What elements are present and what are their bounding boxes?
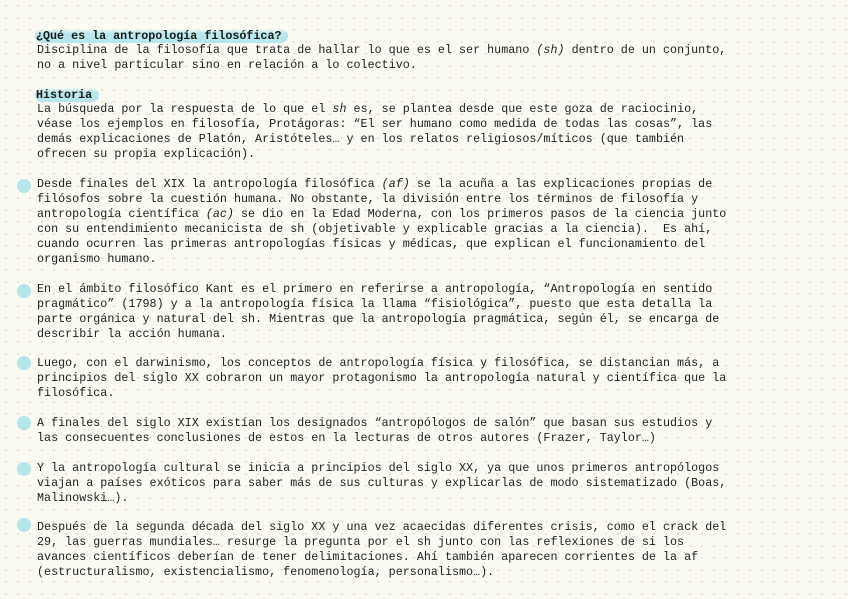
bullet-line: Desde finales del XIX la antropología filosófica (af) se la acuña a las explicaciones propias de bbox=[37, 177, 713, 191]
bullet-line: principios del siglo XX cobraron un mayor protagonismo la antropología natural y científica que la bbox=[37, 371, 727, 385]
bullet-line: cuando ocurren las primeras antropologías físicas y médicas, que explican el funcionamiento del bbox=[37, 237, 706, 251]
bullet-paragraph-3 bbox=[37, 356, 726, 401]
bullet-line: viajan a países exóticos para saber más de sus culturas y explicarlas de modo sistematizado (Boas, bbox=[37, 476, 727, 490]
bullet-line: avances científicos deberían de tener delimitaciones. Ahí también aparecen corrientes de la af bbox=[37, 550, 699, 564]
bullet-line: filósofos sobre la cuestión humana. No obstante, la división entre los términos de filosofía y bbox=[37, 192, 699, 206]
bullet-line: A finales del siglo XIX existían los designados “antropólogos de salón” que basan sus estudios y bbox=[37, 416, 713, 430]
section-title-what-is: ¿Qué es la antropología filosófica? bbox=[35, 29, 288, 43]
bullet-line: describir la acción humana. bbox=[37, 327, 227, 341]
bullet-line: las consecuentes conclusiones de estos en la lecturas de otros autores (Frazer, Taylor…) bbox=[37, 431, 656, 445]
bullet-line: (estructuralismo, existencialismo, fenomenología, personalismo…). bbox=[37, 565, 495, 579]
section-body-history bbox=[37, 102, 712, 162]
bullet-marker bbox=[17, 518, 31, 532]
bullet-line: Después de la segunda década del siglo XX y una vez acaecidas diferentes crisis, como el crack del bbox=[37, 520, 727, 534]
bullet-paragraph-6 bbox=[37, 520, 726, 580]
body-line: ofrecen su propia explicación). bbox=[37, 147, 256, 161]
bullet-line: filosófica. bbox=[37, 386, 115, 400]
bullet-line: Malinowski…). bbox=[37, 491, 129, 505]
bullet-marker bbox=[17, 356, 31, 370]
bullet-line: organismo humano. bbox=[37, 252, 157, 266]
body-line: La búsqueda por la respuesta de lo que el sh es, se plantea desde que este goza de raciocinio, bbox=[37, 102, 699, 116]
bullet-marker bbox=[17, 416, 31, 430]
bullet-line: 29, las guerras mundiales… resurge la pregunta por el sh junto con las reflexiones de si los bbox=[37, 535, 685, 549]
body-line: Disciplina de la filosofía que trata de hallar lo que es el ser humano (sh) dentro de un conjunto, bbox=[37, 43, 727, 57]
bullet-paragraph-2 bbox=[37, 282, 719, 342]
bullet-line: parte orgánica y natural del sh. Mientras que la antropología pragmática, según él, se encarga de bbox=[37, 312, 720, 326]
bullet-marker bbox=[17, 462, 31, 476]
section-body-what-is bbox=[37, 43, 726, 73]
bullet-paragraph-5 bbox=[37, 461, 726, 506]
bullet-marker bbox=[17, 284, 31, 298]
bullet-line: pragmático” (1798) y a la antropología física la llama “fisiológica”, puesto que esta detalla la bbox=[37, 297, 713, 311]
bullet-line: Luego, con el darwinismo, los conceptos de antropología física y filosófica, se distancian más, a bbox=[37, 356, 720, 370]
section-title-history: Historia bbox=[35, 88, 99, 102]
bullet-line: con su entendimiento mecanicista de sh (objetivable y explicable gracias a la ciencia). Es ahí, bbox=[37, 222, 713, 236]
body-line: demás explicaciones de Platón, Aristóteles… y en los relatos religiosos/míticos (que también bbox=[37, 132, 685, 146]
bullet-line: En el ámbito filosófico Kant es el primero en referirse a antropología, “Antropología en sentido bbox=[37, 282, 713, 296]
bullet-paragraph-1 bbox=[37, 177, 726, 267]
bullet-paragraph-4 bbox=[37, 416, 712, 446]
bullet-line: antropología científica (ac) se dio en la Edad Moderna, con los primeros pasos de la ciencia junto bbox=[37, 207, 727, 221]
bullet-marker bbox=[17, 179, 31, 193]
body-line: véase los ejemplos en filosofía, Protágoras: “El ser humano como medida de todas las cosas”, las bbox=[37, 117, 713, 131]
body-line: no a nivel particular sino en relación a lo colectivo. bbox=[37, 58, 417, 72]
bullet-line: Y la antropología cultural se inicia a principios del siglo XX, ya que unos primeros antropólogos bbox=[37, 461, 720, 475]
